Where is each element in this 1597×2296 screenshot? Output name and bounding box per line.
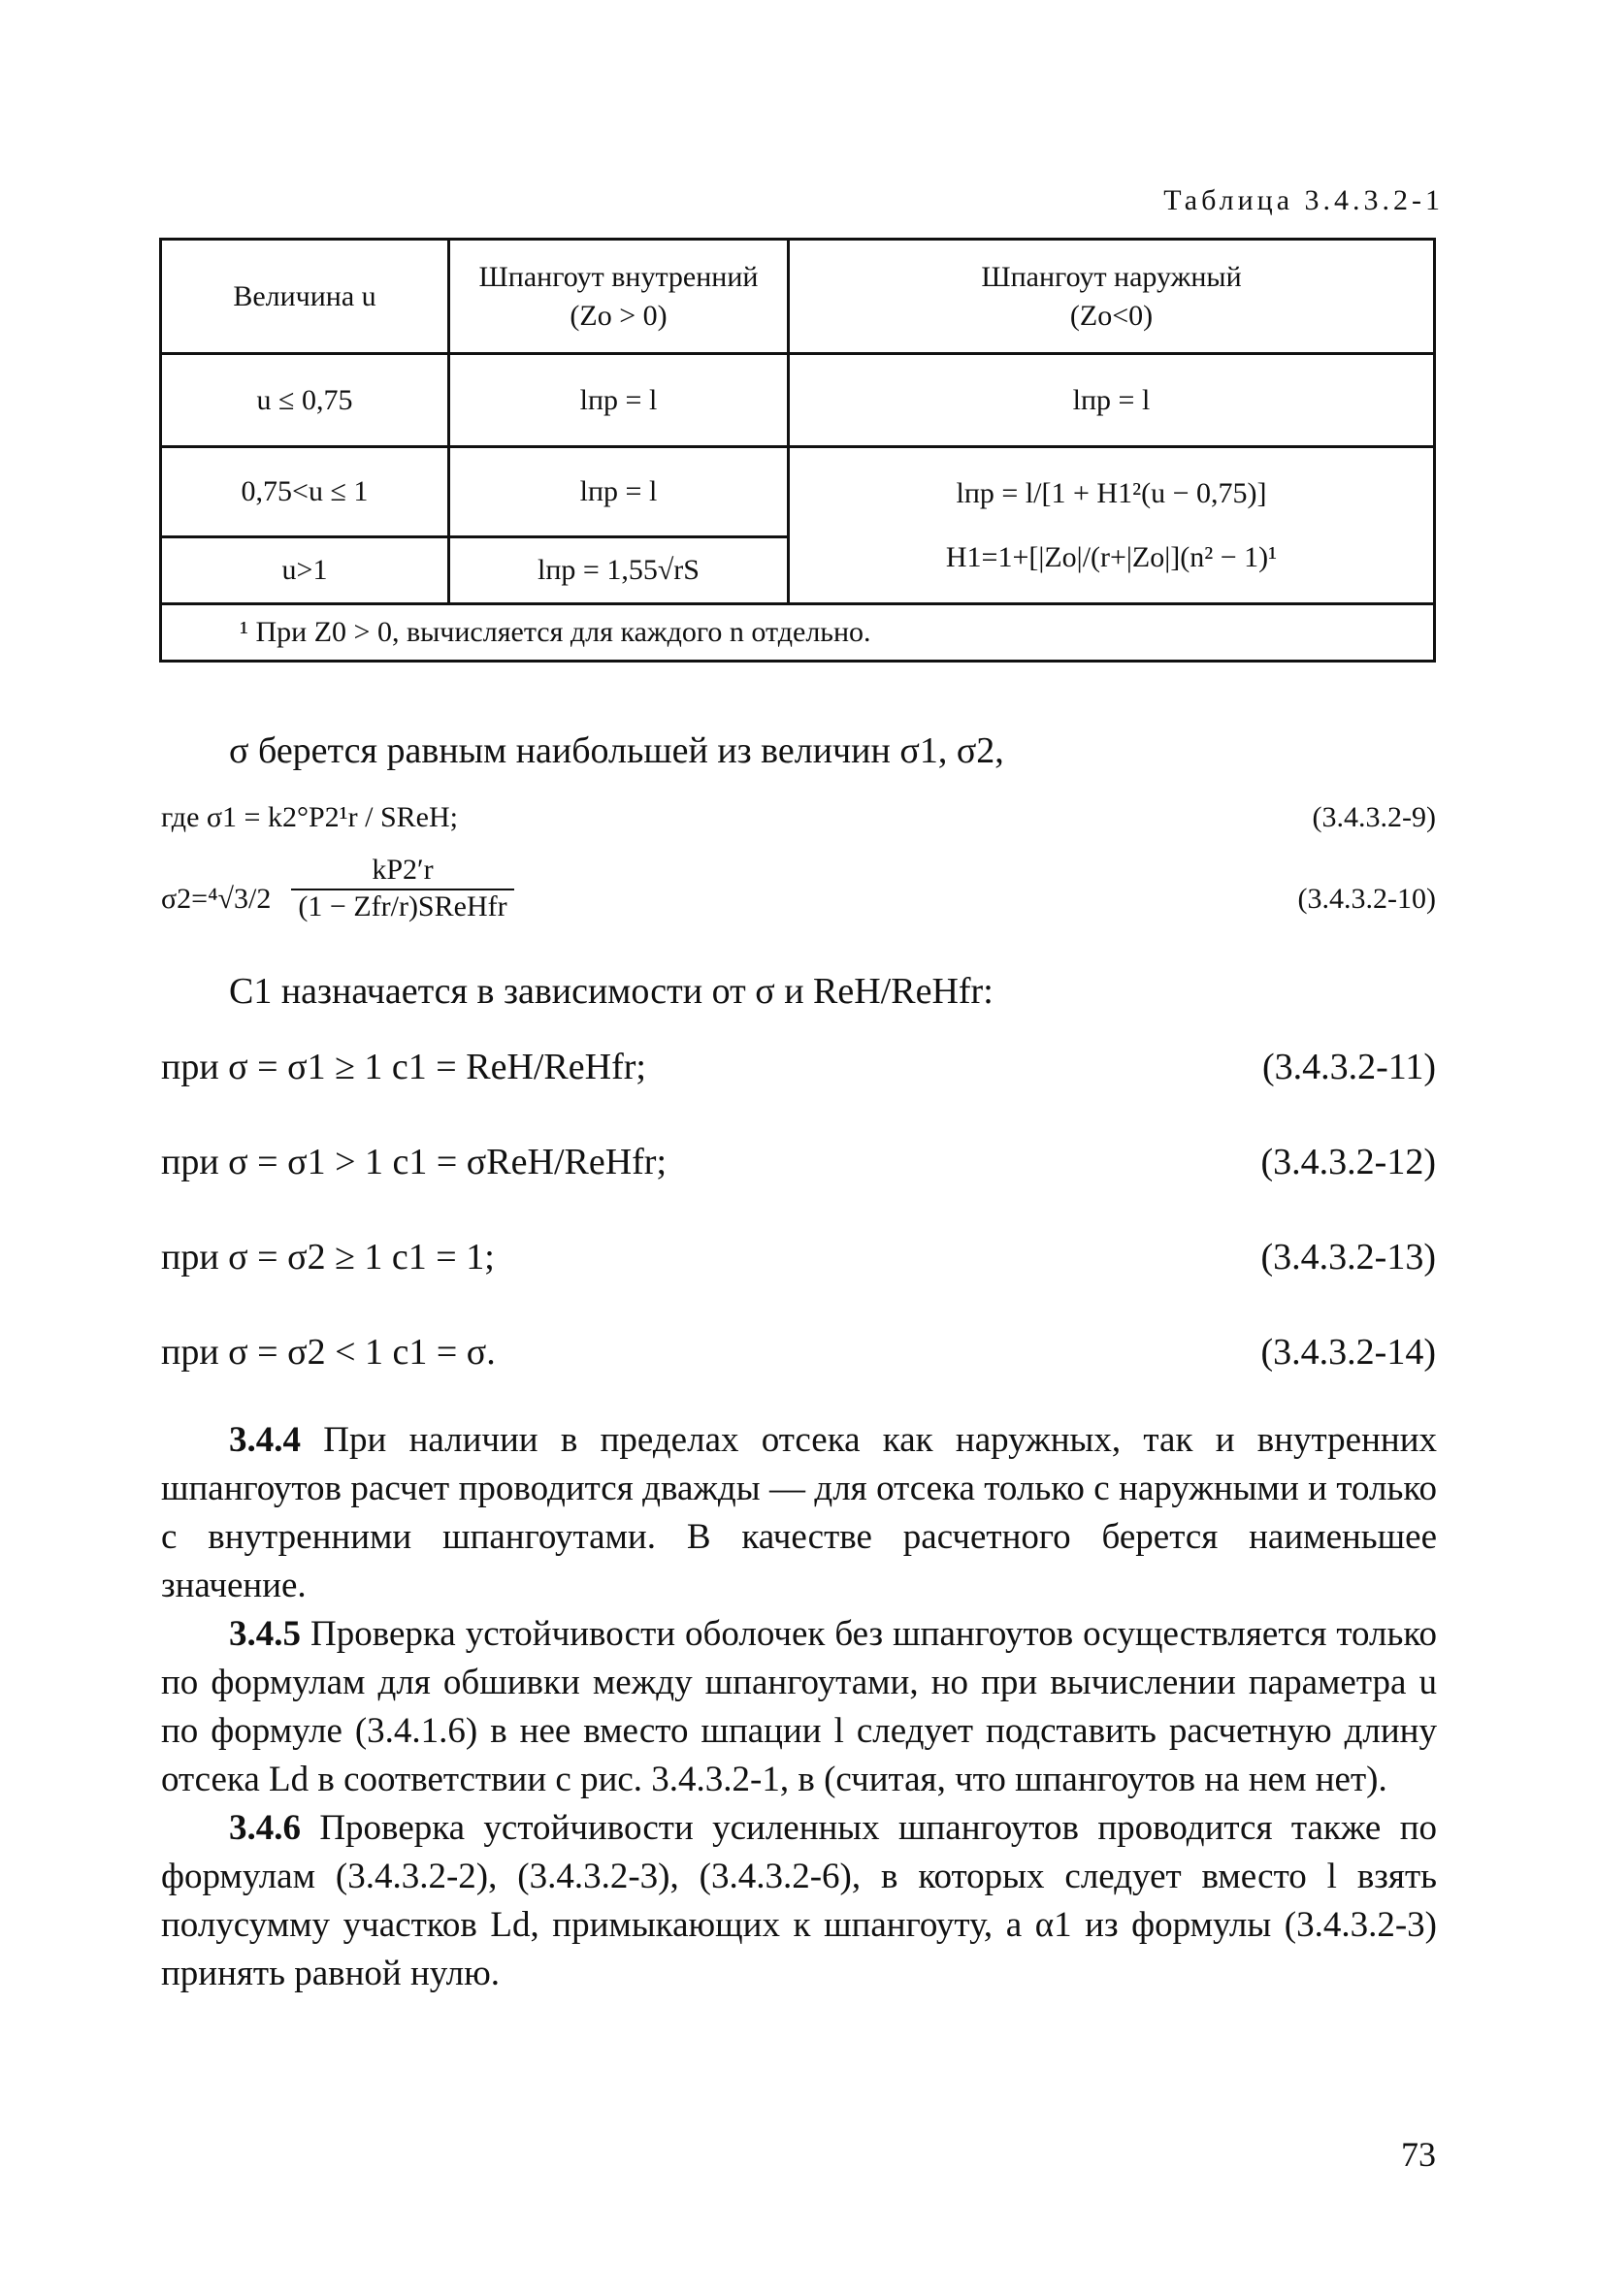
cell-outer-merged bbox=[789, 447, 1435, 604]
cell-u: u ≤ 0,75 bbox=[161, 354, 449, 447]
formula-11-number: (3.4.3.2-11) bbox=[1261, 1047, 1436, 1087]
paragraph-number: 3.4.5 bbox=[229, 1614, 301, 1654]
table-header-row bbox=[161, 240, 1435, 354]
formula-10-fraction bbox=[291, 854, 514, 923]
paragraph-3-4-4 bbox=[161, 1416, 1437, 1610]
formula-13: при σ = σ2 ≥ 1 c1 = 1; bbox=[161, 1237, 495, 1277]
formula-11: при σ = σ1 ≥ 1 c1 = ReH/ReHfr; bbox=[161, 1047, 646, 1087]
formula-14-number: (3.4.3.2-14) bbox=[1260, 1332, 1436, 1373]
table-caption: Таблица 3.4.3.2-1 bbox=[1163, 184, 1444, 216]
header-outer bbox=[789, 240, 1435, 354]
formula-12: при σ = σ1 > 1 c1 = σReH/ReHfr; bbox=[161, 1142, 668, 1182]
cell-outer-h1: H1=1+[|Zo|/(r+|Zo|](n² − 1)¹ bbox=[945, 540, 1278, 573]
formula-10-left: σ2=⁴√3/2 bbox=[161, 883, 272, 915]
data-table bbox=[159, 238, 1436, 663]
paragraph-text: Проверка устойчивости усиленных шпангоутов проводится также по формулам (3.4.3.2-2), (3.4.3.2-3), (3.4.3.2-6), в которых следует вместо l взять полусумму участков Ld, примыкающих к шпангоуту, а α1 из формулы (3.4.3.2-3) принять равной нулю. bbox=[161, 1808, 1437, 1993]
c1-intro: C1 назначается в зависимости от σ и ReH/ReHfr: bbox=[229, 971, 994, 1012]
formula-13-number: (3.4.3.2-13) bbox=[1260, 1237, 1436, 1277]
formula-12-number: (3.4.3.2-12) bbox=[1260, 1142, 1436, 1182]
formula-10-denominator: (1 − Zfr/r)SReHfr bbox=[298, 890, 507, 922]
cell-u: u>1 bbox=[161, 537, 449, 604]
cell-outer-formula: lпр = l/[1 + H1²(u − 0,75)] bbox=[956, 476, 1267, 509]
paragraphs bbox=[161, 1416, 1437, 1998]
page-number: 73 bbox=[1401, 2135, 1436, 2174]
formula-10-numerator: kP2′r bbox=[291, 854, 514, 890]
formula-14: при σ = σ2 < 1 c1 = σ. bbox=[161, 1332, 496, 1373]
formula-10-number: (3.4.3.2-10) bbox=[1297, 883, 1436, 915]
table-footnote: ¹ При Z0 > 0, вычисляется для каждого n отдельно. bbox=[161, 604, 1435, 662]
table-row bbox=[161, 447, 1435, 537]
table-footnote-row bbox=[161, 604, 1435, 662]
header-inner-line2: (Zo > 0) bbox=[570, 299, 668, 332]
header-outer-line1: Шпангоут наружный bbox=[981, 260, 1242, 293]
paragraph-text: Проверка устойчивости оболочек без шпангоутов осуществляется только по формулам для обшивки между шпангоутами, но при вычислении параметра u по формуле (3.4.1.6) в нее вместо шпации l следует подставить расчетную длину отсека Ld в соответствии с рис. 3.4.3.2-1, в (считая, что шпангоутов на нем нет). bbox=[161, 1614, 1437, 1799]
formula-9-number: (3.4.3.2-9) bbox=[1312, 801, 1436, 833]
cell-u: 0,75<u ≤ 1 bbox=[161, 447, 449, 537]
paragraph-number: 3.4.4 bbox=[229, 1420, 301, 1460]
sigma-line: σ берется равным наибольшей из величин σ1, σ2, bbox=[229, 730, 1004, 771]
formula-9: где σ1 = k2°P2¹r / SReH; bbox=[161, 801, 458, 833]
header-u: Величина u bbox=[161, 240, 449, 354]
header-outer-line2: (Zo<0) bbox=[1069, 299, 1154, 332]
paragraph-3-4-5 bbox=[161, 1610, 1437, 1804]
cell-inner: lпр = 1,55√rS bbox=[449, 537, 789, 604]
cell-inner: lпр = l bbox=[449, 354, 789, 447]
paragraph-number: 3.4.6 bbox=[229, 1808, 301, 1848]
header-inner bbox=[449, 240, 789, 354]
table-row bbox=[161, 354, 1435, 447]
header-inner-line1: Шпангоут внутренний bbox=[478, 260, 759, 293]
cell-outer: lпр = l bbox=[789, 354, 1435, 447]
paragraph-3-4-6 bbox=[161, 1804, 1437, 1998]
paragraph-text: При наличии в пределах отсека как наружных, так и внутренних шпангоутов расчет проводится дважды — для отсека только с наружными и только с внутренними шпангоутами. В качестве расчетного берется наименьшее значение. bbox=[161, 1420, 1437, 1605]
cell-inner: lпр = l bbox=[449, 447, 789, 537]
